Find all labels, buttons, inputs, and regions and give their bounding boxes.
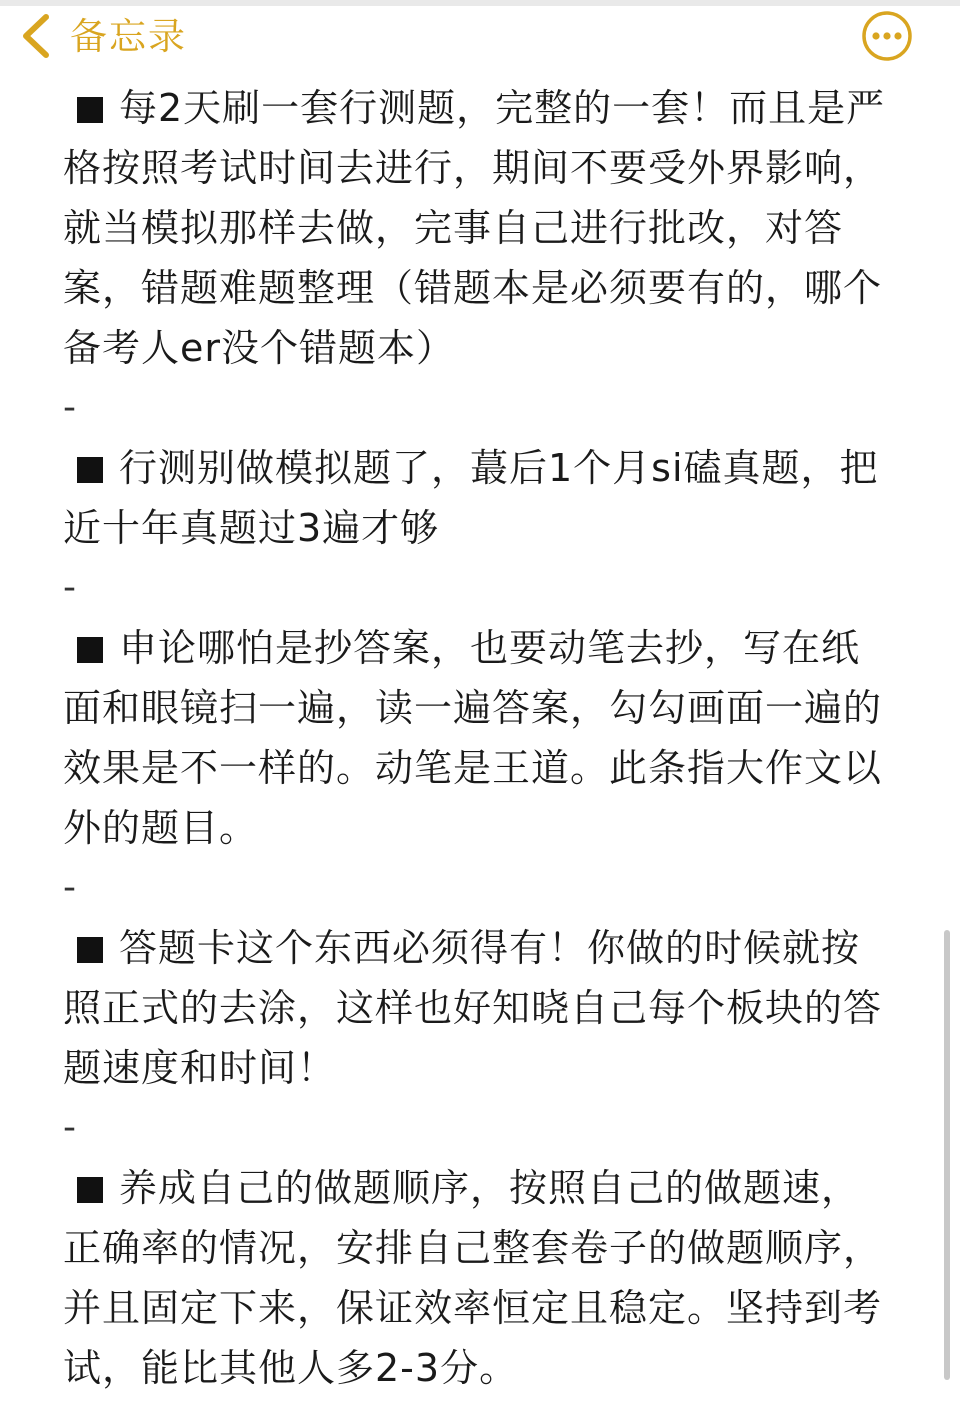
back-button[interactable] — [16, 8, 187, 64]
scrollbar[interactable] — [944, 930, 950, 1380]
note-paragraph: 养成自己的做题顺序，按照自己的做题速，正确率的情况，安排自己整套卷子的做题顺序，并且固定下来，保证效率恒定且稳定。坚持到考试，能比其他人多2-3分。 — [63, 1166, 883, 1390]
black-square-icon — [77, 1177, 103, 1203]
note-body[interactable] — [63, 78, 893, 1398]
more-options-icon[interactable] — [861, 10, 913, 62]
note-paragraph: 每2天刷一套行测题，完整的一套！而且是严格按照考试时间去进行，期间不要受外界影响，就当模拟那样去做，完事自己进行批改，对答案，错题难题整理（错题本是必须要有的，哪个备考人er没个错题本） — [63, 86, 886, 370]
note-paragraph: 行测别做模拟题了，蕞后1个月si磕真题，把近十年真题过3遍才够 — [63, 446, 879, 550]
separator: - — [63, 567, 76, 608]
separator: - — [63, 867, 76, 908]
note-paragraph: 申论哪怕是抄答案，也要动笔去抄，写在纸面和眼镜扫一遍，读一遍答案，勾勾画面一遍的效果是不一样的。动笔是王道。此条指大作文以外的题目。 — [63, 626, 883, 850]
chevron-left-icon — [16, 11, 56, 61]
back-label: 备忘录 — [70, 14, 187, 58]
black-square-icon — [77, 637, 103, 663]
black-square-icon — [77, 937, 103, 963]
nav-bar — [0, 0, 960, 78]
separator: - — [63, 1107, 76, 1148]
black-square-icon — [77, 457, 103, 483]
separator: - — [63, 387, 76, 428]
note-paragraph: 答题卡这个东西必须得有！你做的时候就按照正式的去涂，这样也好知晓自己每个板块的答题速度和时间！ — [63, 926, 883, 1090]
black-square-icon — [77, 97, 103, 123]
